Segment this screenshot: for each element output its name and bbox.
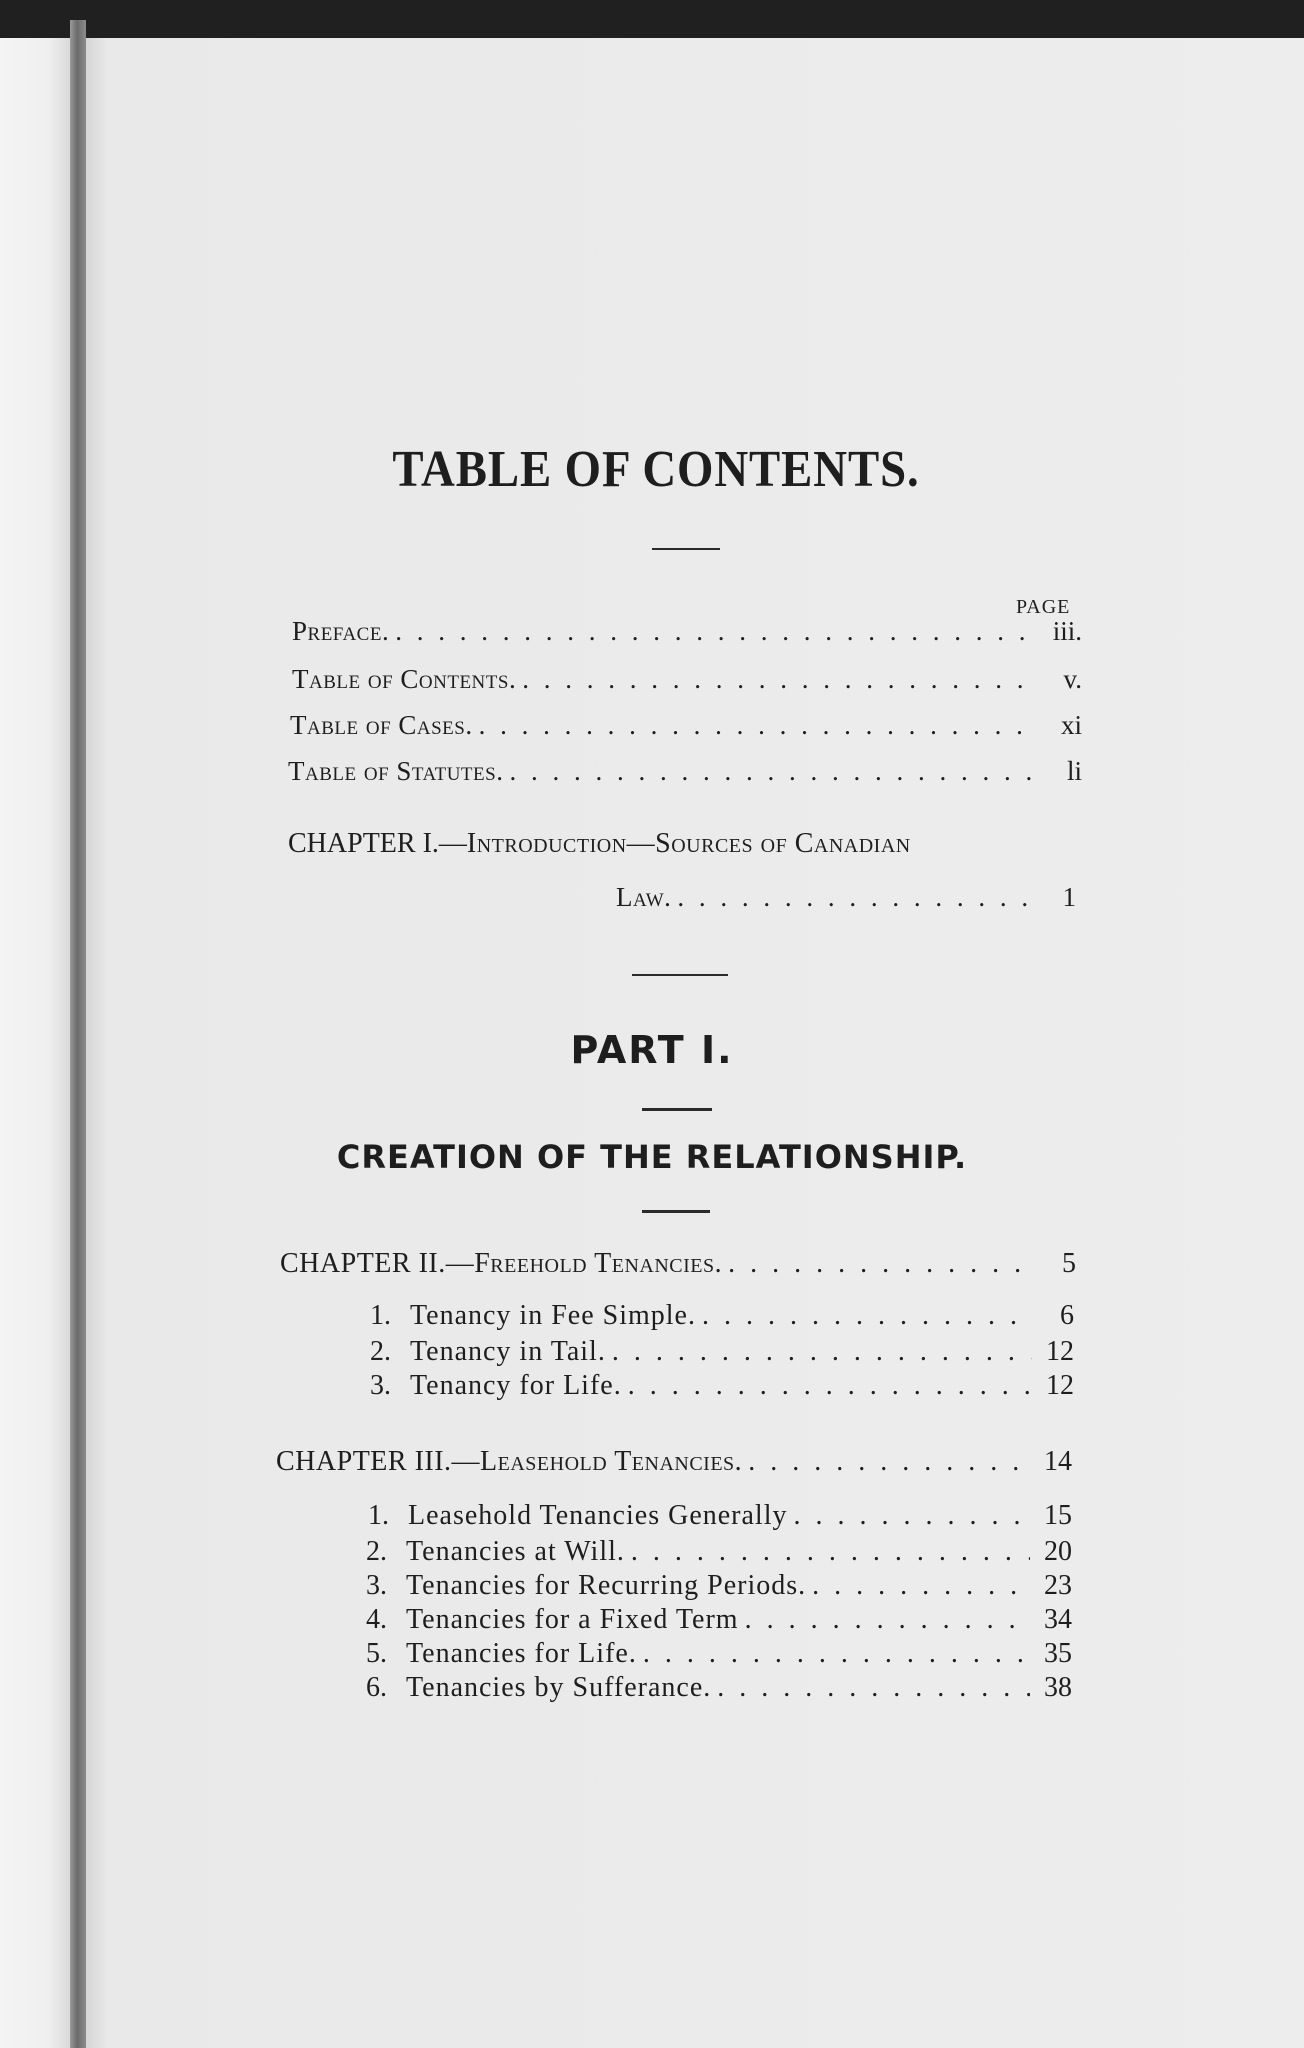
chapter-3-title: Leasehold Tenancies. [480, 1446, 743, 1477]
chapter-2-heading [280, 1248, 1076, 1280]
section-page: 38 [1044, 1672, 1072, 1703]
toc-entry-preface [292, 616, 1082, 647]
toc-entry-page: iii. [1052, 616, 1082, 646]
part-subtitle: CREATION OF THE RELATIONSHIP. [336, 1138, 968, 1176]
title-rule [652, 548, 720, 550]
section-number: 1. [370, 1300, 391, 1331]
toc-entry-label: Table of Cases. [290, 710, 473, 740]
chapter-3-prefix: CHAPTER III.— [276, 1446, 481, 1477]
section-label: Tenancy for Life. [410, 1370, 622, 1401]
dot-leader [643, 1638, 1030, 1670]
toc-entry-page: li [1066, 756, 1082, 786]
chapter-1-title-end: Law. [616, 882, 672, 912]
dot-leader [631, 1536, 1030, 1568]
chapter-3-section-6 [366, 1672, 1072, 1704]
dot-leader [745, 1604, 1030, 1636]
part-subtitle-rule [642, 1210, 710, 1213]
section-page: 34 [1044, 1604, 1072, 1635]
part-heading: PART I. [570, 1028, 734, 1072]
section-page: 20 [1044, 1536, 1072, 1567]
chapter-2-label [280, 1248, 722, 1280]
section-number: 6. [366, 1672, 387, 1703]
chapter-3-section-5 [366, 1638, 1072, 1670]
chapter-1-prefix: CHAPTER I.— [288, 828, 467, 859]
dot-leader [479, 710, 1036, 741]
section-rule [632, 974, 728, 976]
section-label: Tenancies for Life. [406, 1638, 637, 1669]
chapter-3-section-4 [366, 1604, 1072, 1636]
section-page: 35 [1044, 1638, 1072, 1669]
dot-leader [812, 1570, 1030, 1602]
chapter-3-section-3 [366, 1570, 1072, 1602]
dot-leader [728, 1248, 1030, 1280]
toc-entry-page: v. [1063, 664, 1082, 694]
toc-entry-table-of-statutes [288, 756, 1082, 787]
chapter-2-section-2 [370, 1336, 1074, 1368]
chapter-3-page: 14 [1044, 1446, 1072, 1477]
section-number: 3. [366, 1570, 387, 1601]
section-label: Leasehold Tenancies Generally [408, 1500, 788, 1531]
chapter-3-label [276, 1446, 742, 1478]
section-number: 3. [370, 1370, 391, 1401]
chapter-2-section-1 [370, 1300, 1074, 1332]
page-column-header: PAGE [1016, 596, 1071, 618]
section-number: 4. [366, 1604, 387, 1635]
toc-entry-label: Preface. [292, 616, 390, 646]
section-label: Tenancy in Tail. [410, 1336, 606, 1367]
dot-leader [395, 616, 1036, 647]
part-rule [642, 1108, 712, 1111]
section-label: Tenancy in Fee Simple. [410, 1300, 696, 1331]
chapter-2-section-3 [370, 1370, 1074, 1402]
section-number: 1. [368, 1500, 389, 1531]
chapter-2-page: 5 [1062, 1248, 1076, 1279]
section-number: 5. [366, 1638, 387, 1669]
chapter-1-page: 1 [1062, 882, 1076, 912]
dot-leader [717, 1672, 1030, 1704]
chapter-1-continuation [616, 882, 1076, 913]
dot-leader [677, 882, 1030, 913]
dot-leader [612, 1336, 1032, 1368]
section-number: 2. [370, 1336, 391, 1367]
chapter-2-title: Freehold Tenancies. [474, 1248, 723, 1279]
dot-leader [628, 1370, 1032, 1402]
toc-entry-table-of-contents [292, 664, 1082, 695]
toc-entry-page: xi [1060, 710, 1082, 740]
chapter-1-title: Introduction—Sources of Canadian [466, 828, 911, 859]
section-page: 15 [1044, 1500, 1072, 1531]
chapter-1-heading [288, 828, 911, 860]
section-label: Tenancies by Sufferance. [406, 1672, 712, 1703]
dot-leader [793, 1500, 1030, 1532]
scan-top-edge [0, 0, 1304, 38]
section-label: Tenancies for a Fixed Term [406, 1604, 739, 1635]
section-page: 23 [1044, 1570, 1072, 1601]
dot-leader [702, 1300, 1032, 1332]
section-label: Tenancies for Recurring Periods. [406, 1570, 807, 1601]
section-number: 2. [366, 1536, 387, 1567]
toc-entry-label: Table of Contents. [292, 664, 517, 694]
chapter-2-prefix: CHAPTER II.— [280, 1248, 475, 1279]
dot-leader [509, 756, 1036, 787]
dot-leader [522, 664, 1036, 695]
toc-entry-table-of-cases [290, 710, 1082, 741]
section-page: 6 [1060, 1300, 1074, 1331]
section-label: Tenancies at Will. [406, 1536, 625, 1567]
chapter-3-section-1 [368, 1500, 1072, 1532]
chapter-3-heading [276, 1446, 1072, 1478]
toc-entry-label: Table of Statutes. [288, 756, 504, 786]
chapter-3-section-2 [366, 1536, 1072, 1568]
dot-leader [748, 1446, 1026, 1478]
section-page: 12 [1046, 1370, 1074, 1401]
page-title: TABLE OF CONTENTS. [392, 441, 920, 498]
section-page: 12 [1046, 1336, 1074, 1367]
